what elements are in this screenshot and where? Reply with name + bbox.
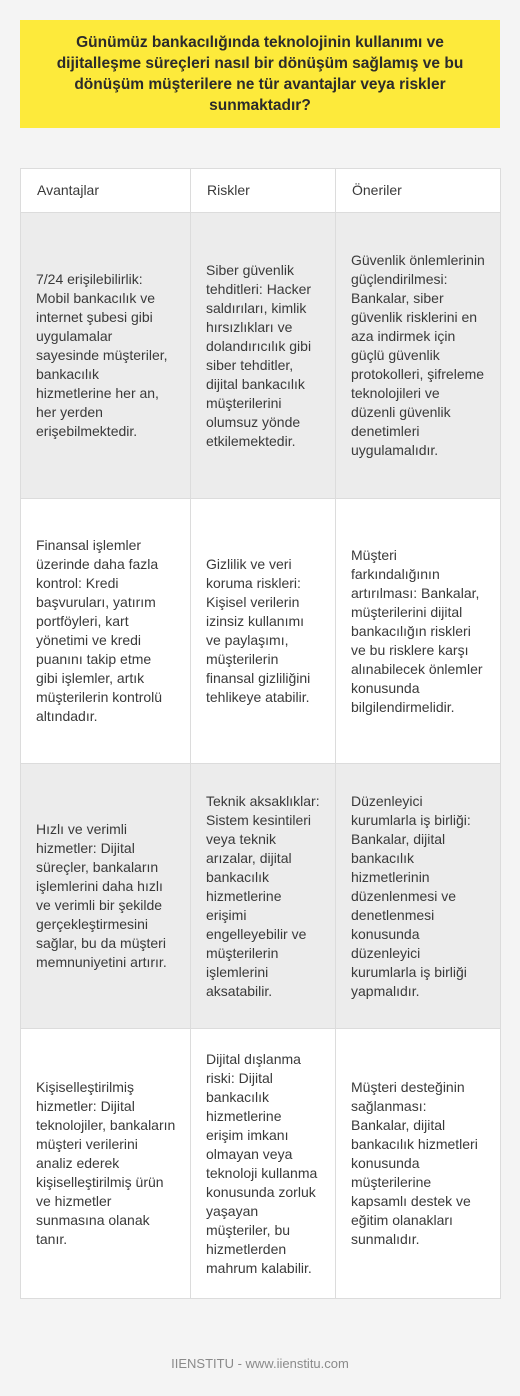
advantage-cell: Kişiselleştirilmiş hizmetler: Dijital teknolojiler, bankaların müşteri verilerini analiz ederek kişiselleştirilmiş ürün ve hizmetler sunmasına olanak tanır.: [21, 1029, 191, 1299]
page-title: Günümüz bankacılığında teknolojinin kullanımı ve dijitalleşme süreçleri nasıl bir dönüşüm sağlamış ve bu dönüşüm müşterilere ne tür avantajlar veya riskler sunmaktadır?: [56, 34, 464, 114]
table-row: [21, 499, 501, 764]
advantage-cell: 7/24 erişilebilirlik: Mobil bankacılık ve internet şubesi gibi uygulamalar sayesinde müşteriler, bankacılık hizmetlerine her an, her yerden erişebilmektedir.: [21, 213, 191, 499]
advantage-cell: Finansal işlemler üzerinde daha fazla kontrol: Kredi başvuruları, yatırım portföyleri, kart yönetimi ve kredi puanını takip etme gibi işlemler, artık müşterilerin kontrolü altındadır.: [21, 499, 191, 764]
header-risks: Riskler: [191, 169, 336, 213]
table-header-row: [21, 169, 501, 213]
recommendation-cell: Düzenleyici kurumlarla iş birliği: Bankalar, dijital bankacılık hizmetlerinin düzenlenmesi ve denetlenmesi konusunda düzenleyici kurumlarla iş birliği yapmalıdır.: [336, 764, 501, 1029]
header-advantages: Avantajlar: [21, 169, 191, 213]
risk-cell: Gizlilik ve veri koruma riskleri: Kişisel verilerin izinsiz kullanımı ve paylaşımı, müşterilerin finansal gizliliğini tehlikeye atabilir.: [191, 499, 336, 764]
recommendation-cell: Müşteri farkındalığının artırılması: Bankalar, müşterilerini dijital bankacılığın riskleri ve bu risklere karşı alınabilecek önlemler konusunda bilgilendirmelidir.: [336, 499, 501, 764]
table-row: [21, 1029, 501, 1299]
recommendation-cell: Güvenlik önlemlerinin güçlendirilmesi: Bankalar, siber güvenlik risklerini en aza indirmek için güçlü güvenlik protokolleri, şifreleme teknolojileri ve düzenli güvenlik denetimleri uygulamalıdır.: [336, 213, 501, 499]
title-banner: [20, 20, 500, 128]
risk-cell: Dijital dışlanma riski: Dijital bankacılık hizmetlerine erişim imkanı olmayan veya teknoloji kullanma konusunda zorluk yaşayan müşteriler, bu hizmetlerden mahrum kalabilir.: [191, 1029, 336, 1299]
advantage-cell: Hızlı ve verimli hizmetler: Dijital süreçler, bankaların işlemlerini daha hızlı ve verimli bir şekilde gerçekleştirmesini sağlar, bu da müşteri memnuniyetini artırır.: [21, 764, 191, 1029]
table-row: [21, 764, 501, 1029]
header-recommendations: Öneriler: [336, 169, 501, 213]
risk-cell: Siber güvenlik tehditleri: Hacker saldırıları, kimlik hırsızlıkları ve dolandırıcılık gibi siber tehditler, dijital bankacılık müşterilerini olumsuz yönde etkilemektedir.: [191, 213, 336, 499]
footer-credit: IIENSTITU - www.iienstitu.com: [171, 1356, 349, 1371]
comparison-table: [20, 168, 501, 1299]
table-row: [21, 213, 501, 499]
risk-cell: Teknik aksaklıklar: Sistem kesintileri veya teknik arızalar, dijital bankacılık hizmetlerine erişimi engelleyebilir ve müşterilerin işlemlerini aksatabilir.: [191, 764, 336, 1029]
recommendation-cell: Müşteri desteğinin sağlanması: Bankalar, dijital bankacılık hizmetleri konusunda müşterilerine kapsamlı destek ve eğitim olanakları sunmalıdır.: [336, 1029, 501, 1299]
